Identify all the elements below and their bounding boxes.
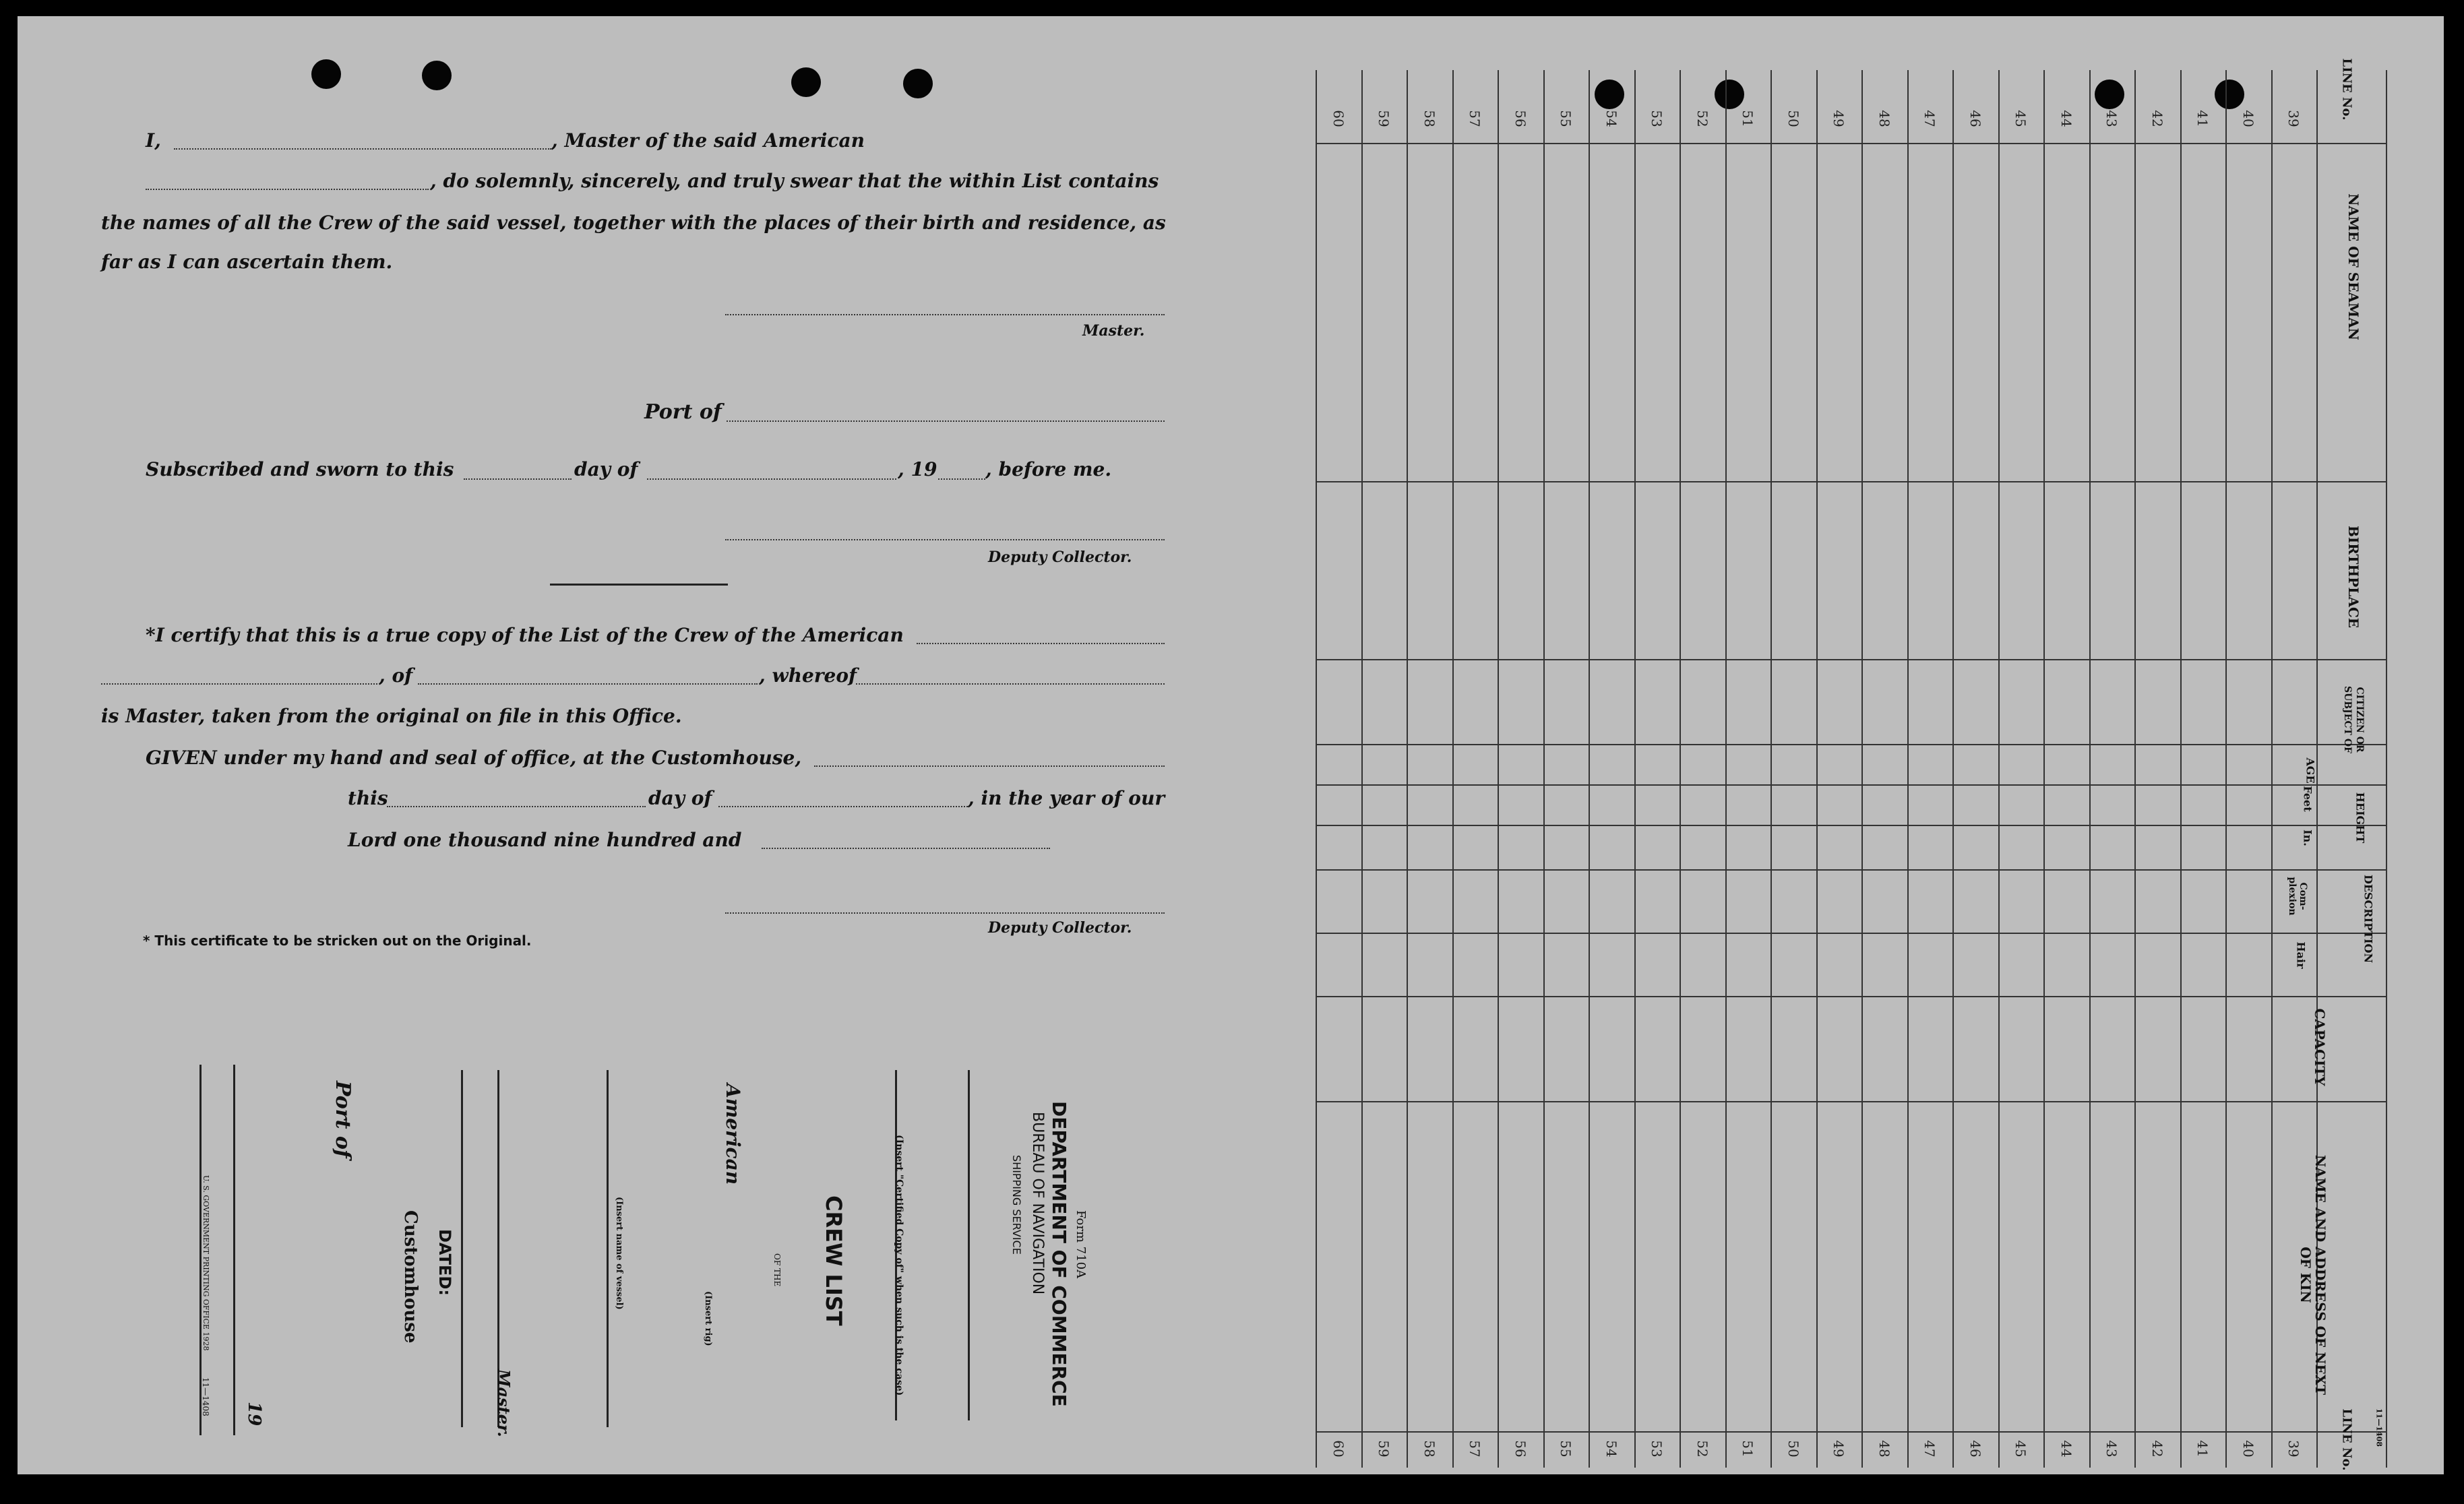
subscribed-c: , 19	[898, 458, 937, 480]
grid-vertical-line	[1498, 70, 1499, 1468]
crew-grid	[1316, 58, 2387, 1471]
line-number-bottom: 60	[1330, 1440, 1347, 1458]
punch-hole	[311, 59, 341, 89]
grid-horizontal-line	[1316, 481, 2386, 482]
of-the: OF THE	[772, 1253, 782, 1287]
line-number-bottom: 50	[1785, 1440, 1801, 1458]
line-number-bottom: 57	[1467, 1440, 1483, 1458]
grid-vertical-line	[1316, 70, 1317, 1468]
line-number-bottom: 51	[1739, 1440, 1756, 1458]
grid-vertical-line	[1998, 70, 2000, 1468]
grid-vertical-line	[1907, 70, 1909, 1468]
punch-hole	[791, 67, 821, 97]
master-name-line	[174, 148, 551, 150]
line-number-top: 60	[1330, 110, 1347, 127]
deputy-signature-line-2	[725, 912, 1165, 914]
deputy-label-2: Deputy Collector.	[988, 919, 1132, 937]
cert-in-year: , in the year of our	[968, 787, 1165, 809]
cert-name-line	[101, 683, 377, 685]
cert-given: GIVEN under my hand and seal of office, at the Customhouse,	[146, 747, 802, 769]
port-line	[727, 420, 1165, 422]
insert-certified-note: (Insert "Certified Copy of" when such is the case)	[894, 1135, 904, 1396]
header-feet: Feet	[2301, 786, 2314, 812]
line-number-bottom: 42	[2149, 1440, 2165, 1458]
form-no-back: 11—1408	[201, 1377, 210, 1416]
header-complexion: Com-plexion	[2287, 877, 2308, 916]
header-citizen: CITIZEN OR SUBJECT OF	[2342, 685, 2365, 754]
grid-vertical-line	[1952, 70, 1954, 1468]
line-number-bottom: 52	[1694, 1440, 1711, 1458]
header-height: HEIGHT	[2353, 792, 2367, 844]
line-number-top: 39	[2285, 110, 2302, 127]
port-of-label: Port of	[644, 400, 722, 424]
grid-horizontal-line	[1316, 869, 2386, 871]
grid-horizontal-line	[1316, 784, 2386, 786]
grid-horizontal-line	[1316, 825, 2386, 826]
line-number-top: 47	[1921, 110, 1938, 127]
cert-month-line	[718, 806, 968, 807]
line-number-bottom: 44	[2058, 1440, 2074, 1458]
subscribed-a: Subscribed and sworn to this	[146, 458, 454, 480]
rule-line	[461, 1070, 463, 1427]
customhouse-label: Customhouse	[400, 1210, 421, 1344]
grid-horizontal-line	[1316, 996, 2386, 997]
cert-master-line	[856, 683, 1165, 685]
grid-vertical-line	[2180, 70, 2182, 1468]
deputy-label-1: Deputy Collector.	[988, 549, 1132, 566]
subscribed-b: day of	[574, 458, 638, 480]
port-of-back: Port of	[331, 1081, 355, 1158]
header-name: NAME OF SEAMAN	[2345, 193, 2362, 340]
line-number-top: 41	[2194, 110, 2211, 127]
line-number-top: 58	[1421, 110, 1438, 127]
line-number-top: 51	[1739, 110, 1756, 127]
department-title: DEPARTMENT OF COMMERCE	[1048, 1101, 1070, 1407]
grid-horizontal-line	[1316, 143, 2386, 144]
form-no-grid: 11—1408	[2374, 1408, 2384, 1447]
cert-of: , of	[379, 664, 413, 687]
line-number-top: 48	[1876, 110, 1892, 127]
master-label: Master.	[1082, 322, 1145, 340]
grid-vertical-line	[2225, 70, 2227, 1468]
grid-vertical-line	[1680, 70, 1681, 1468]
bureau-title: BUREAU OF NAVIGATION	[1029, 1112, 1046, 1295]
line-number-top: 42	[2149, 110, 2165, 127]
printer-note: U. S. GOVERNMENT PRINTING OFFICE 1928	[202, 1175, 210, 1351]
insert-vessel-note: (Insert name of vessel)	[614, 1197, 624, 1310]
cert-whereof: , whereof	[759, 664, 857, 687]
line-number-top: 59	[1376, 110, 1392, 127]
line-number-bottom: 45	[2012, 1440, 2029, 1458]
grid-vertical-line	[1361, 70, 1363, 1468]
sworn-day-line	[464, 478, 572, 480]
header-age: AGE	[2304, 757, 2317, 784]
line-number-bottom: 53	[1649, 1440, 1665, 1458]
oath-line2: , do solemnly, sincerely, and truly swear that the within List contains	[430, 170, 1159, 192]
grid-vertical-line	[1725, 70, 1727, 1468]
grid-vertical-line	[1770, 70, 1772, 1468]
american-label: American	[722, 1084, 744, 1185]
cert-day-of: day of	[648, 787, 712, 809]
line-number-bottom: 39	[2285, 1440, 2302, 1458]
rule-line	[968, 1070, 970, 1420]
line-number-top: 54	[1603, 110, 1620, 127]
subscribed-d: , before me.	[985, 458, 1112, 480]
header-description: DESCRIPTION	[2362, 874, 2375, 964]
grid-vertical-line	[2134, 70, 2136, 1468]
header-next-of-kin: NAME AND ADDRESS OF NEXT OF KIN	[2298, 1154, 2329, 1396]
line-number-bottom: 49	[1830, 1440, 1847, 1458]
header-inches: In.	[2301, 829, 2314, 846]
line-number-bottom: 59	[1376, 1440, 1392, 1458]
oath-i: I,	[146, 129, 161, 152]
cert-year-line	[762, 848, 1050, 849]
header-hair: Hair	[2294, 941, 2308, 969]
line-number-bottom: 47	[1921, 1440, 1938, 1458]
grid-vertical-line	[2089, 70, 2091, 1468]
line-number-bottom: 41	[2194, 1440, 2211, 1458]
cert-line1: *I certify that this is a true copy of the List of the Crew of the American	[146, 624, 904, 646]
line-number-top: 45	[2012, 110, 2029, 127]
line-number-top: 50	[1785, 110, 1801, 127]
cert-lord: Lord one thousand nine hundred and	[348, 829, 742, 851]
master-label-back: Master.	[494, 1369, 514, 1437]
line-number-bottom: 48	[1876, 1440, 1892, 1458]
line-number-bottom: 40	[2240, 1440, 2256, 1458]
line-number-top: 52	[1694, 110, 1711, 127]
grid-vertical-line	[2271, 70, 2273, 1468]
header-line-no: LINE No.	[2339, 58, 2354, 121]
line-number-top: 53	[1649, 110, 1665, 127]
rule-line	[233, 1065, 235, 1435]
line-number-top: 43	[2103, 110, 2120, 127]
dated-label: DATED:	[435, 1229, 454, 1296]
grid-header-border	[2386, 70, 2387, 1468]
grid-vertical-line	[1816, 70, 1818, 1468]
grid-horizontal-line	[1316, 933, 2386, 934]
deputy-signature-line-1	[725, 539, 1165, 540]
line-number-top: 57	[1467, 110, 1483, 127]
grid-vertical-line	[1543, 70, 1545, 1468]
line-number-top: 46	[1967, 110, 1983, 127]
line-number-bottom: 46	[1967, 1440, 1983, 1458]
grid-vertical-line	[1634, 70, 1636, 1468]
service-title: SHIPPING SERVICE	[1010, 1155, 1023, 1255]
line-number-top: 49	[1830, 110, 1847, 127]
line-number-bottom: 55	[1558, 1440, 1574, 1458]
grid-vertical-line	[1407, 70, 1408, 1468]
grid-horizontal-line	[1316, 744, 2386, 745]
grid-horizontal-line	[1316, 659, 2386, 660]
crew-list-form	[18, 16, 2444, 1474]
year-back: 19	[244, 1402, 264, 1427]
sworn-year-line	[938, 478, 985, 480]
header-birthplace: BIRTHPLACE	[2345, 525, 2362, 629]
grid-horizontal-line	[1316, 1431, 2386, 1433]
grid-vertical-line	[1589, 70, 1590, 1468]
oath-line3: the names of all the Crew of the said vessel, together with the places of their birth and residence, as	[101, 212, 1166, 234]
grid-vertical-line	[1861, 70, 1863, 1468]
punch-hole	[903, 69, 933, 98]
grid-vertical-line	[2043, 70, 2045, 1468]
line-number-bottom: 43	[2103, 1440, 2120, 1458]
divider	[550, 584, 728, 586]
oath-line4: far as I can ascertain them.	[101, 251, 393, 273]
line-number-top: 40	[2240, 110, 2256, 127]
line-number-bottom: 54	[1603, 1440, 1620, 1458]
line-number-bottom: 56	[1512, 1440, 1529, 1458]
oath-line1: , Master of the said American	[551, 129, 865, 152]
cert-line3: is Master, taken from the original on file in this Office.	[101, 705, 682, 727]
rule-line	[607, 1070, 609, 1427]
line-number-top: 55	[1558, 110, 1574, 127]
header-line-no-bottom: LINE No.	[2339, 1408, 2354, 1471]
header-capacity: CAPACITY	[2312, 1008, 2328, 1086]
line-number-top: 56	[1512, 110, 1529, 127]
sworn-month-line	[647, 478, 896, 480]
master-signature-line	[725, 314, 1165, 315]
cert-day-line	[387, 806, 646, 807]
certificate-footnote: * This certificate to be stricken out on the Original.	[143, 933, 532, 949]
insert-rig-note: (Insert rig)	[703, 1291, 713, 1346]
vessel-name-line	[146, 189, 429, 190]
cert-vessel-line	[917, 643, 1165, 644]
line-number-bottom: 58	[1421, 1440, 1438, 1458]
cert-this: this	[348, 787, 388, 809]
cert-customhouse-line	[814, 765, 1165, 767]
punch-hole	[422, 61, 452, 90]
cert-port-line	[418, 683, 758, 685]
form-number: Form 710A	[1074, 1210, 1088, 1279]
crew-list-title: CREW LIST	[821, 1195, 846, 1326]
grid-horizontal-line	[1316, 1101, 2386, 1102]
grid-vertical-line	[1452, 70, 1454, 1468]
line-number-top: 44	[2058, 110, 2074, 127]
